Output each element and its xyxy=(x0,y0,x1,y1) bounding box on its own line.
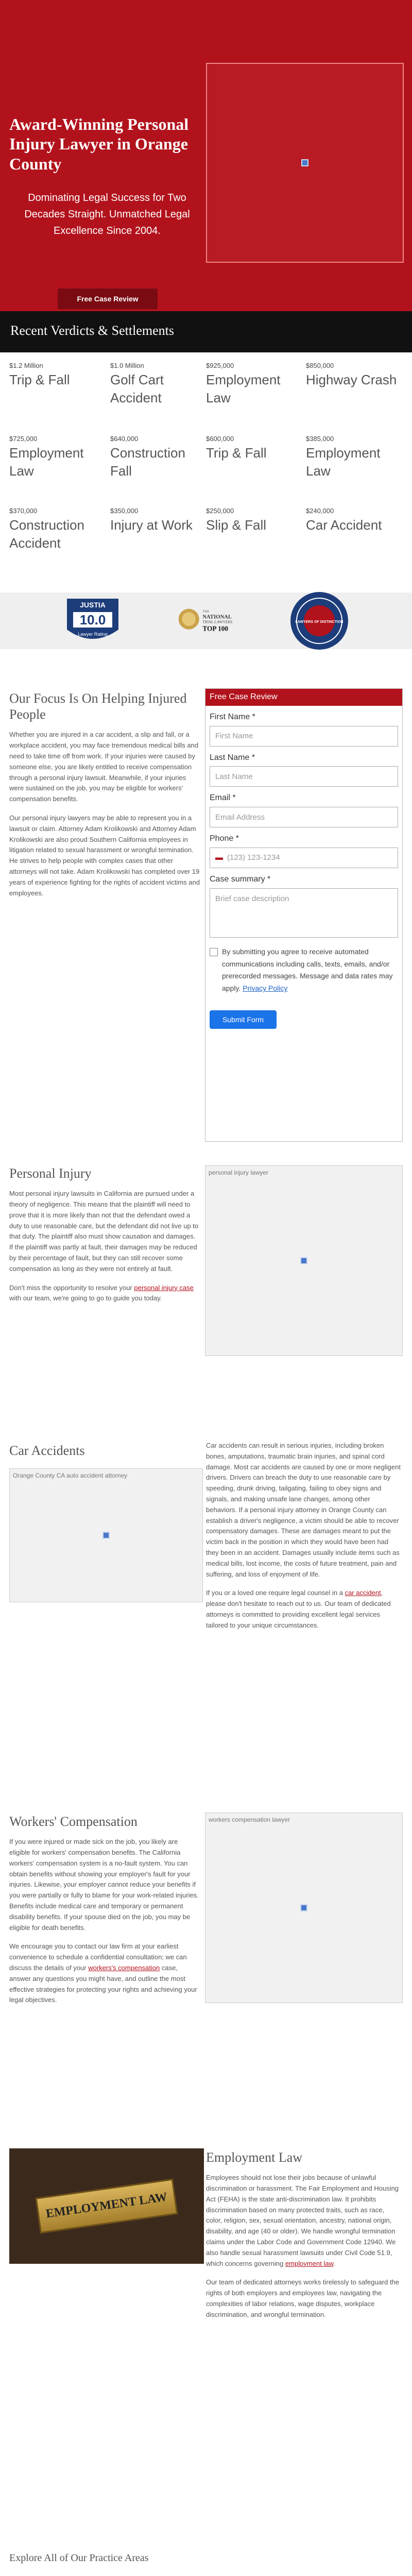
verdict-category: Car Accident xyxy=(306,517,382,533)
workers-comp-link[interactable]: workers's compensation xyxy=(88,1963,160,1972)
email-input[interactable]: Email Address xyxy=(210,807,398,827)
car-accidents-cta: If you or a loved one require legal counsel in a car accident, please don't hesitate to reach out to us. Our team of dedicated attorneys is committed to providing excellent legal services tailored to your unique circumstances. xyxy=(206,1589,391,1629)
last-name-input[interactable]: Last Name xyxy=(210,766,398,787)
workers-comp-paragraph: If you were injured or made sick on the job, you likely are eligible for workers' compensation benefits. The California workers' compensation system is a no-fault system. You can obtain benefits without showing your employer's fault for your injuries. Likewise, your employer cannot reduce your benefits if you were partially or fully to blame for your work-related injuries. Benefits include medical care and temporary or permanent disability benefits. If your spouse died on the job, you may be eligible for death benefits. xyxy=(9,1838,199,1931)
verdict-category: Injury at Work xyxy=(110,517,193,533)
ntl-the: THE xyxy=(202,609,210,614)
personal-injury-paragraph: Most personal injury lawsuits in California are pursued under a theory of negligence. This means that the plaintiff will need to prove that it is more likely than not that the defendant owed a duty to use reasonable care, but the defendant did not live up to that duty. The plaintiff also must show causation and damages. If the plaintiff was partly at fault, their damages may be reduced by their percentage of fault, but they can still recover some compensation as long as they were not entirely at fault. xyxy=(9,1190,199,1273)
personal-injury-link[interactable]: personal injury case xyxy=(134,1283,194,1292)
car-accidents-paragraph: Car accidents can result in serious injuries, including broken bones, amputations, traumatic brain injuries, and spinal cord damage. Most car accidents are caused by one or more negligent drivers. Drivers can breach the duty to use reasonable care by speeding, drunk driving, tailgating, failing to obey signs and signals, and making unsafe lane changes, among other behaviors. If a personal injury attorney in Orange County can establish a driver's negligence, a victim should be able to recover compensatory damages. These are damages meant to put the victim back in the position in which they would have been had they been in an accident. Damages usually include items such as medical bills, lost income, the costs of future treatment, pain and suffering, and loss of enjoyment of life. xyxy=(206,1442,401,1578)
nameplate xyxy=(35,2179,178,2234)
last-name-label: Last Name * xyxy=(210,753,255,762)
justia-label: JUSTIA xyxy=(80,601,106,609)
personal-injury-section xyxy=(9,1165,200,1312)
verdicts-grid xyxy=(0,361,412,587)
image-icon xyxy=(300,1904,307,1911)
verdict-item xyxy=(206,361,299,407)
consent-text: By submitting you agree to receive automated communications including calls, texts, emails, and/or prerecorded messages. Message and data rates may apply. xyxy=(222,947,393,993)
car-accident-link[interactable]: car accident xyxy=(345,1589,381,1597)
privacy-policy-link[interactable]: Privacy Policy xyxy=(243,984,288,993)
phone-placeholder: (123) 123-1234 xyxy=(227,853,280,862)
phone-input[interactable] xyxy=(210,848,398,868)
verdicts-title: Recent Verdicts & Settlements xyxy=(0,311,412,352)
verdict-item xyxy=(306,361,399,389)
first-name-label: First Name * xyxy=(210,712,255,721)
nameplate-text: EMPLOYMENT LAW xyxy=(45,2191,168,2221)
verdict-amount: $850,000 xyxy=(306,362,334,369)
focus-section xyxy=(9,690,200,907)
photo-caption: personal injury lawyer xyxy=(209,1169,269,1176)
verdict-item xyxy=(9,361,102,389)
personal-injury-title: Personal Injury xyxy=(9,1166,92,1181)
focus-paragraph: Whether you are injured in a car accident, a slip and fall, or a workplace accident, you may face tremendous medical bills and need to take time off from work. If your injuries were caused by someone else, you are likely entitled to receive compensation through a personal injury lawsuit. Meanwhile, if your injuries were sustained on the job, you may be eligible for workers' compensation benefits. xyxy=(9,731,199,803)
verdict-item xyxy=(9,506,102,552)
car-accidents-title: Car Accidents xyxy=(9,1443,85,1458)
awards-bar xyxy=(0,592,412,649)
car-accidents-heading xyxy=(9,1443,200,1466)
verdict-category: Construction Fall xyxy=(110,445,185,479)
verdict-amount: $1.2 Million xyxy=(9,362,43,369)
consent-checkbox[interactable] xyxy=(210,948,218,956)
verdict-amount: $385,000 xyxy=(306,435,334,443)
case-review-form xyxy=(205,688,403,1142)
verdict-item xyxy=(110,361,203,407)
workers-comp-section xyxy=(9,1814,200,2014)
workers-comp-title: Workers' Compensation xyxy=(9,1814,138,1829)
verdict-item xyxy=(110,506,203,534)
email-label: Email * xyxy=(210,793,236,803)
image-icon xyxy=(300,1257,307,1264)
employment-law-link[interactable]: employment law xyxy=(285,2259,334,2267)
verdict-amount: $250,000 xyxy=(206,507,234,515)
verdict-category: Construction Accident xyxy=(9,517,84,551)
practice-areas-title: Explore All of Our Practice Areas xyxy=(9,2552,149,2564)
distinction-label: LAWYERS OF DISTINCTION xyxy=(295,620,344,624)
verdict-amount: $350,000 xyxy=(110,507,139,515)
verdict-category: Highway Crash xyxy=(306,372,397,388)
employment-law-section xyxy=(206,2149,402,2329)
verdict-item xyxy=(206,434,299,462)
verdict-amount: $600,000 xyxy=(206,435,234,443)
ntl-trial-lawyers: TRIAL LAWYERS xyxy=(202,619,233,624)
justia-rating-label: Lawyer Rating xyxy=(78,632,108,637)
verdict-amount: $925,000 xyxy=(206,362,234,369)
hero-title: Award-Winning Personal Injury Lawyer in Orange County xyxy=(9,115,189,173)
verdict-category: Employment Law xyxy=(306,445,381,479)
case-summary-label: Case summary * xyxy=(210,874,271,884)
car-accidents-photo xyxy=(9,1468,203,1602)
lawyers-of-distinction-badge xyxy=(288,590,350,652)
focus-title: Our Focus Is On Helping Injured People xyxy=(9,691,187,722)
verdict-item xyxy=(110,434,203,480)
verdict-item xyxy=(9,434,102,480)
verdict-amount: $725,000 xyxy=(9,435,38,443)
us-flag-icon[interactable]: ▬ xyxy=(215,853,223,862)
employment-law-photo xyxy=(9,2148,204,2264)
personal-injury-photo xyxy=(205,1165,403,1356)
verdict-item xyxy=(306,434,399,480)
personal-injury-cta: Don't miss the opportunity to resolve your personal injury case with our team, we're going to go to guide you today. xyxy=(9,1283,194,1302)
employment-law-title: Employment Law xyxy=(206,2150,303,2165)
justia-badge xyxy=(62,590,124,652)
verdict-amount: $1.0 Million xyxy=(110,362,144,369)
photo-caption: Orange County CA auto accident attorney xyxy=(13,1472,128,1479)
car-accidents-text xyxy=(206,1440,402,1639)
form-header: Free Case Review xyxy=(205,689,402,706)
consent-row xyxy=(210,946,398,995)
workers-comp-photo xyxy=(205,1812,403,2003)
verdict-category: Employment Law xyxy=(9,445,84,479)
verdict-item xyxy=(206,506,299,534)
verdict-amount: $640,000 xyxy=(110,435,139,443)
practice-areas-section xyxy=(0,2550,412,2576)
verdict-category: Trip & Fall xyxy=(9,372,70,388)
verdict-category: Slip & Fall xyxy=(206,517,267,533)
hero-video[interactable] xyxy=(206,63,404,263)
free-case-review-button[interactable]: Free Case Review xyxy=(58,289,158,309)
verdict-category: Trip & Fall xyxy=(206,445,267,461)
national-trial-lawyers-badge xyxy=(175,590,237,652)
photo-caption: workers compensation lawyer xyxy=(209,1816,290,1823)
hero-section xyxy=(0,0,412,311)
justia-rating: 10.0 xyxy=(79,612,106,628)
submit-form-button[interactable]: Submit Form xyxy=(210,1010,277,1029)
ntl-national: NATIONAL xyxy=(202,614,232,620)
verdict-category: Golf Cart Accident xyxy=(110,372,164,406)
phone-label: Phone * xyxy=(210,834,239,843)
ntl-top100: TOP 100 xyxy=(202,624,229,633)
hero-subtitle: Dominating Legal Success for Two Decades Straight. Unmatched Legal Excellence Since 2004. xyxy=(24,192,190,236)
verdict-amount: $370,000 xyxy=(9,507,38,515)
image-icon xyxy=(102,1532,110,1539)
image-icon xyxy=(301,159,308,166)
workers-comp-cta: We encourage you to contact our law firm at your earliest convenience to schedule a confidential consultation; we can discuss the details of your workers's compensation case, answer any questions you might have, and outline the most effective strategies for protecting your rights and achieving your legal objectives. xyxy=(9,1942,197,2004)
first-name-input[interactable]: First Name xyxy=(210,726,398,747)
employment-paragraph: Employees should not lose their jobs because of unlawful discrimination or harassment. The Fair Employment and Housing Act (FEHA) is the state anti-discrimination law. It prohibits discrimination based on many protected traits, such as race, color, religion, sex, sexual orientation, ancestry, national origin, disability, and age (40 or older). We handle wrongful termination claims under the Labor Code and Government Code 12940. We also handle sexual harassment lawsuits under Civil Code 51.9, which concerns governing employment law. xyxy=(206,2174,399,2267)
case-summary-textarea[interactable]: Brief case description xyxy=(210,888,398,938)
employment-paragraph: Our team of dedicated attorneys works tirelessly to safeguard the rights of both employers and employees law, navigating the complexities of labor relations, wage disputes, workplace discrimination, and wrongful termination. xyxy=(206,2278,400,2318)
verdict-amount: $240,000 xyxy=(306,507,334,515)
verdict-category: Employment Law xyxy=(206,372,281,406)
focus-paragraph: Our personal injury lawyers may be able to represent you in a lawsuit or claim. Attorney Adam Krolikowski and Attorney Adam Krolikowski are also proud Southern California employees in litigation related to sexual harassment or wrongful termination. He strives to help people with complex cases that other attorneys will not take. Adam Krolikowski has completed over 19 years of experience fighting for the rights of accident victims and employees. xyxy=(9,814,200,897)
verdict-item xyxy=(306,506,399,534)
